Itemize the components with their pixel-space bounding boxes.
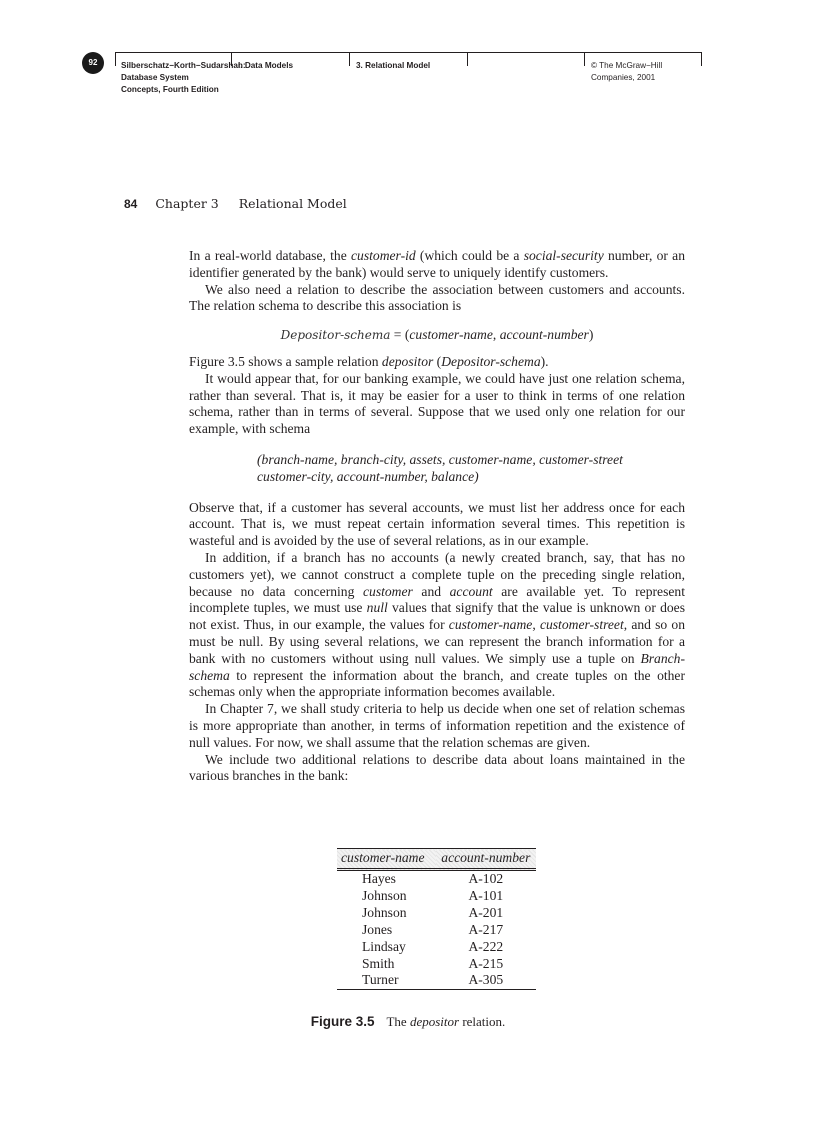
figure-caption: Figure 3.5 The depositor relation.: [310, 1014, 506, 1029]
paragraph: We include two additional relations to describe data about loans maintained in the various branches in the bank:: [189, 751, 685, 784]
table-row: [337, 922, 536, 939]
column-header: customer-name: [337, 849, 436, 870]
table-row: [337, 972, 536, 989]
column-header: account-number: [436, 849, 536, 870]
paragraph: We also need a relation to describe the association between customers and accounts. The relation schema to describe this association is: [189, 281, 685, 314]
table-row: [337, 888, 536, 905]
figure-label: Figure 3.5: [310, 1014, 375, 1029]
header-divider: [584, 52, 585, 66]
table-cell: Lindsay: [362, 938, 406, 954]
paragraph: In a real-world database, the customer-id (which could be a social-security number, or an identifier generated by the bank) would serve to uniquely identify customers.: [189, 248, 685, 280]
body-text: [189, 248, 685, 785]
page-number: 84: [124, 197, 138, 211]
paragraph: Observe that, if a customer has several accounts, we must list her address once for each account. That is, we must repeat certain information several times. This repetition is wasteful and is avoided by the use of several relations, as in our example.: [189, 499, 685, 549]
table-row: [337, 939, 536, 956]
page-number-badge: 92: [82, 52, 104, 74]
table-cell: Jones: [362, 921, 393, 937]
schema-formula: Depositor-schema = (customer-name, account-number): [280, 327, 594, 343]
part-title: I. Data Models: [238, 61, 294, 70]
table-cell: Johnson: [362, 904, 407, 920]
table-cell: Turner: [337, 972, 436, 989]
running-title: Relational Model: [238, 196, 347, 211]
table-header-row: [337, 849, 536, 870]
table-cell: A-201: [468, 904, 504, 920]
single-relation-schema: (branch-name, branch-city, assets, customer-name, customer-street customer-city, account-number, balance): [257, 451, 623, 484]
depositor-table: [337, 848, 536, 990]
table-cell: A-217: [468, 921, 504, 937]
header-divider: [349, 52, 350, 66]
copyright: © The McGraw−Hill Companies, 2001: [591, 61, 663, 82]
header-divider: [467, 52, 468, 66]
running-head: [124, 196, 347, 211]
paragraph: Figure 3.5 shows a sample relation depositor (Depositor-schema).: [189, 353, 549, 369]
table-cell: Johnson: [362, 887, 407, 903]
table-cell: Hayes: [362, 871, 396, 886]
table-cell: A-101: [468, 887, 504, 903]
table-row: [337, 956, 536, 973]
table-row: [337, 870, 536, 888]
running-chapter: Chapter 3: [155, 196, 219, 211]
header-rule: [115, 52, 702, 53]
chapter-title: 3. Relational Model: [356, 61, 431, 70]
table-cell: A-222: [468, 938, 504, 954]
paragraph: It would appear that, for our banking example, we could have just one relation schema, rather than several. That is, it may be easier for a user to think in terms of one relation schema, rather than in terms of several. Suppose that we used only one relation for our example, with schema: [189, 370, 685, 437]
paragraph: In Chapter 7, we shall study criteria to help us decide when one set of relation schemas is more appropriate than another, in terms of information repetition and the existence of null values. For now, we shall assume that the relation schemas are given.: [189, 701, 685, 750]
header-divider: [115, 52, 116, 66]
header-divider: [701, 52, 702, 66]
table-row: [337, 905, 536, 922]
table-cell: A-102: [468, 871, 504, 886]
table-cell: A-305: [436, 972, 536, 989]
table-cell: Smith: [362, 955, 395, 971]
book-title: Silberschatz−Korth−Sudarshan: Database System Concepts, Fourth Edition: [121, 61, 246, 94]
table-cell: A-215: [468, 955, 504, 971]
paragraph: In addition, if a branch has no accounts (a newly created branch, say, that has no customers yet), we cannot construct a complete tuple on the preceding single relation, because no data concerning customer and account are available yet. To represent incomplete tuples, we must use null values that signify that the value is unknown or does not exist. Thus, in our example, the values for customer-name, customer-street, and so on must be null. By using several relations, we can represent the branch information for a bank with no customers without using null values. We simply use a tuple on Branch-schema to represent the information about the branch, and create tuples on the other schemas only when the appropriate information becomes available.: [189, 549, 686, 700]
